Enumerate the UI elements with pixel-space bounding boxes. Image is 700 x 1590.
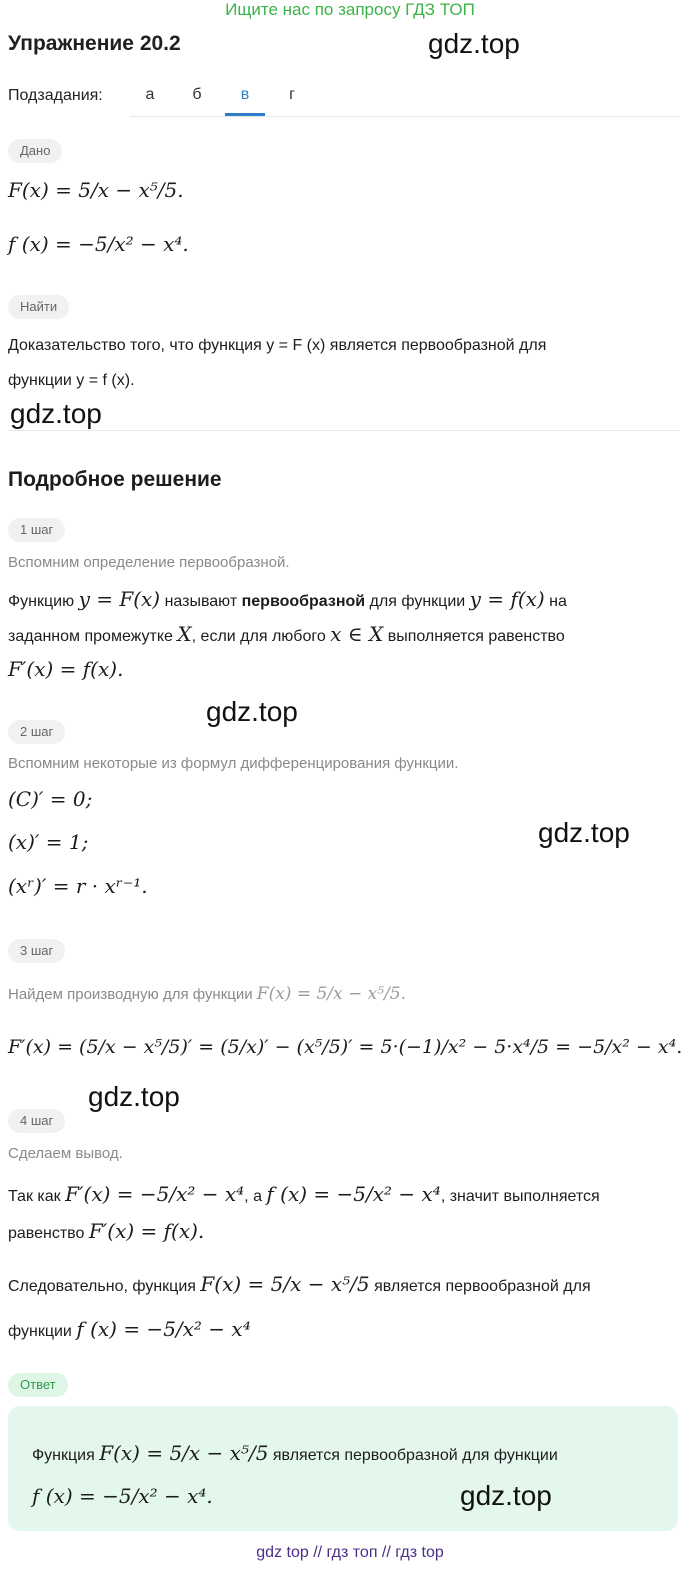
math-inline: X <box>177 622 192 646</box>
term-bold: первообразной <box>241 593 366 610</box>
search-banner: Ищите нас по запросу ГДЗ ТОП <box>225 0 475 19</box>
divider <box>8 430 680 431</box>
watermark: gdz.top <box>538 817 630 848</box>
math-inline: F′(x) = f(x). <box>88 1219 205 1243</box>
watermark: gdz.top <box>206 696 298 727</box>
answer-box <box>8 1406 678 1531</box>
given-badge: Дано <box>8 139 62 163</box>
find-text-1: Доказательство того, что функция y = F (x) является первообразной для <box>8 337 547 354</box>
math-inline: F(x) = 5/x − x⁵/5 <box>99 1441 269 1465</box>
tab-v[interactable]: в <box>240 86 250 103</box>
step3-badge: 3 шаг <box>8 939 65 963</box>
active-tab-indicator <box>225 113 265 116</box>
find-badge: Найти <box>8 295 69 319</box>
subtask-tabs <box>130 80 680 117</box>
step1-hint: Вспомним определение первообразной. <box>8 554 290 571</box>
step2-formula-3: (xʳ)′ = r · xʳ⁻¹. <box>8 874 148 898</box>
tab-a[interactable]: а <box>145 86 155 103</box>
step4-line3: Следовательно, функция F(x) = 5/x − x⁵/5 является первообразной для <box>8 1272 591 1296</box>
step1-line3: F′(x) = f(x). <box>8 657 124 681</box>
given-formula-F <box>8 178 184 202</box>
page-title: Упражнение 20.2 <box>8 32 181 55</box>
math-inline: F(x) = 5/x − x⁵/5. <box>256 984 407 1004</box>
watermark: gdz.top <box>88 1081 180 1112</box>
answer-line1: Функция F(x) = 5/x − x⁵/5 является первообразной для функции <box>32 1441 558 1465</box>
given-line2: f (x) = −5/x² − x⁴. <box>8 232 189 256</box>
math-inline: y = F(x) <box>78 587 161 611</box>
step2-formula-1: (C)′ = 0; <box>8 787 93 811</box>
step4-line2: равенство F′(x) = f(x). <box>8 1219 205 1243</box>
answer-badge: Ответ <box>8 1373 68 1397</box>
step2-formula-2: (x)′ = 1; <box>8 830 89 854</box>
step3-hint: Найдем производную для функции F(x) = 5/x − x⁵/5. <box>8 984 407 1004</box>
step4-line1: Так как F′(x) = −5/x² − x⁴, а f (x) = −5/x² − x⁴, значит выполняется <box>8 1182 600 1206</box>
step4-badge: 4 шаг <box>8 1109 65 1133</box>
answer-line2: f (x) = −5/x² − x⁴. <box>32 1484 213 1508</box>
footer-links[interactable]: gdz top // гдз топ // гдз top <box>256 1544 444 1561</box>
given-formula-f <box>8 232 189 256</box>
tab-g[interactable]: г <box>289 86 295 103</box>
step1-line2: заданном промежутке X, если для любого x ∈ X выполняется равенство <box>8 622 565 646</box>
watermark: gdz.top <box>10 398 102 429</box>
solution-title: Подробное решение <box>8 468 222 491</box>
find-text-2: функции y = f (x). <box>8 372 135 389</box>
watermark: gdz.top <box>428 28 520 59</box>
math-inline: x ∈ X <box>330 622 384 646</box>
step3-formula: F′(x) = (5/x − x⁵/5)′ = (5/x)′ − (x⁵/5)′ = 5·(−1)/x² − 5·x⁴/5 = −5/x² − x⁴. <box>8 1036 683 1058</box>
step1-badge: 1 шаг <box>8 518 65 542</box>
math-inline: f (x) = −5/x² − x⁴ <box>266 1182 441 1206</box>
math-inline: F′(x) = −5/x² − x⁴ <box>65 1182 245 1206</box>
step2-hint: Вспомним некоторые из формул дифференцирования функции. <box>8 755 459 772</box>
step2-badge: 2 шаг <box>8 720 65 744</box>
tab-b[interactable]: б <box>192 86 202 103</box>
watermark: gdz.top <box>460 1480 552 1511</box>
step4-hint: Сделаем вывод. <box>8 1145 123 1162</box>
step4-line4: функции f (x) = −5/x² − x⁴ <box>8 1317 251 1341</box>
subtasks-label: Подзадания: <box>8 87 103 104</box>
math-inline: y = f(x) <box>469 587 545 611</box>
math-inline: f (x) = −5/x² − x⁴ <box>76 1317 251 1341</box>
math-inline: F(x) = 5/x − x⁵/5 <box>200 1272 370 1296</box>
step1-line1: Функцию y = F(x) называют первообразной для функции y = f(x) на <box>8 587 567 611</box>
given-line1: F(x) = 5/x − x⁵/5. <box>8 178 184 202</box>
